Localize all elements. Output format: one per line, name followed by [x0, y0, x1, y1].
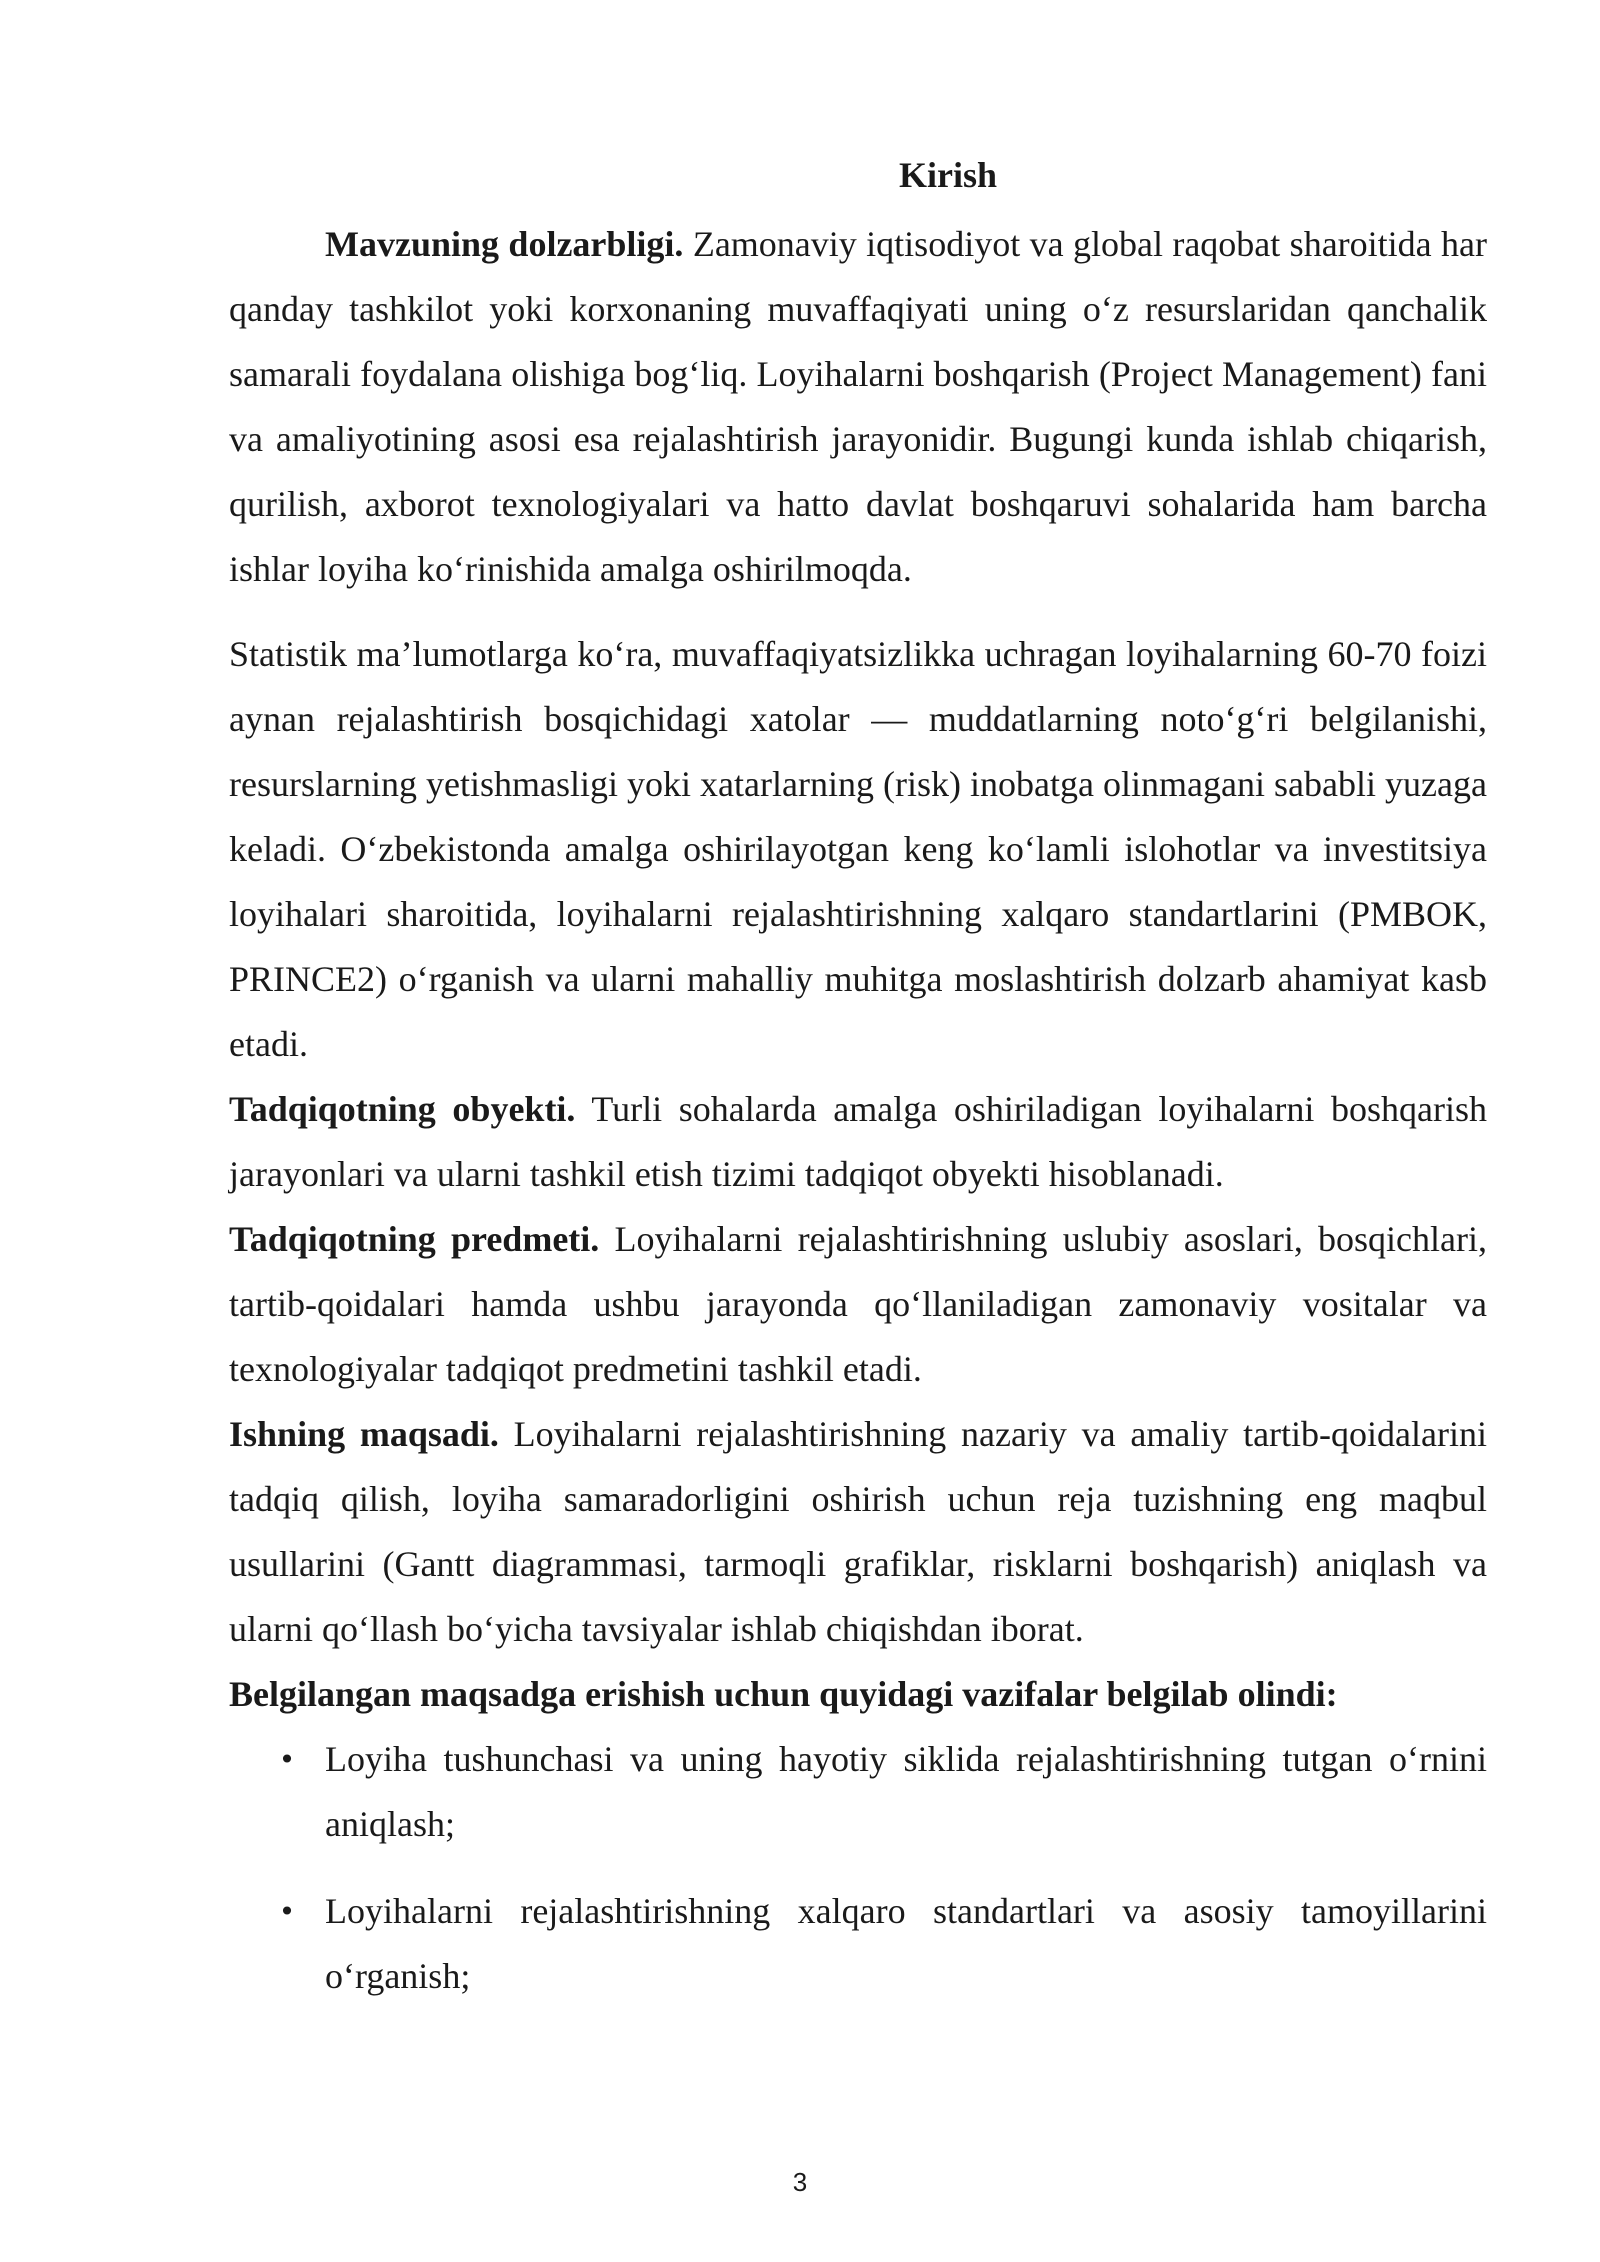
list-item: [229, 1879, 1487, 2009]
subject-text: Loyihalarni rejalashtirishning uslubiy asoslari, bosqichlari, tartib-qoidalari hamda ushbu jarayonda qo‘llaniladigan zamonaviy vositalar va texnologiyalar tadqiqot predmetini tashkil etadi.: [229, 1219, 1487, 1389]
task-text: Loyihalarni rejalashtirishning xalqaro standartlari va asosiy tamoyillarini o‘rganish;: [325, 1891, 1487, 1996]
tasks-title: Belgilangan maqsadga erishish uchun quyidagi vazifalar belgilab olindi:: [229, 1674, 1338, 1714]
tasks-list: [229, 1727, 1487, 2009]
object-label: Tadqiqotning obyekti.: [229, 1089, 576, 1129]
paragraph-object: [229, 1077, 1487, 1207]
goal-text: Loyihalarni rejalashtirishning nazariy va amaliy tartib-qoidalarini tadqiq qilish, loyiha samaradorligini oshirish uchun reja tuzishning eng maqbul usullarini (Gantt diagrammasi, tarmoqli grafiklar, risklarni boshqarish) aniqlash va ularni qo‘llash bo‘yicha tavsiyalar ishlab chiqishdan iborat.: [229, 1414, 1487, 1649]
relevance-label: Mavzuning dolzarbligi.: [325, 224, 684, 264]
paragraph-relevance: [229, 212, 1487, 602]
paragraph-statistics: Statistik ma’lumotlarga ko‘ra, muvaffaqiyatsizlikka uchragan loyihalarning 60-70 foizi aynan rejalashtirish bosqichidagi xatolar — muddatlarning noto‘g‘ri belgilanishi, resurslarning yetishmasligi yoki xatarlarning (risk) inobatga olinmagani sababli yuzaga keladi. O‘zbekistonda amalga oshirilayotgan keng ko‘lamli islohotlar va investitsiya loyihalari sharoitida, loyihalarni rejalashtirishning xalqaro standartlarini (PMBOK, PRINCE2) o‘rganish va ularni mahalliy muhitga moslashtirish dolzarb ahamiyat kasb etadi.: [229, 634, 1487, 1064]
task-text: Loyiha tushunchasi va uning hayotiy siklida rejalashtirishning tutgan o‘rnini aniqlash;: [325, 1739, 1487, 1844]
paragraph-subject: [229, 1207, 1487, 1402]
bullet-icon: •: [278, 1743, 296, 1776]
goal-label: Ishning maqsadi.: [229, 1414, 499, 1454]
document-body: [229, 148, 1487, 2031]
paragraph-goal: [229, 1402, 1487, 1662]
subject-label: Tadqiqotning predmeti.: [229, 1219, 600, 1259]
bullet-icon: •: [278, 1895, 296, 1928]
object-text: Turli sohalarda amalga oshiriladigan loyihalarni boshqarish jarayonlari va ularni tashkil etish tizimi tadqiqot obyekti hisoblanadi.: [229, 1089, 1487, 1194]
section-title: Kirish: [898, 155, 997, 195]
relevance-text: Zamonaviy iqtisodiyot va global raqobat sharoitida har qanday tashkilot yoki korxonaning muvaffaqiyati uning o‘z resurslaridan qanchalik samarali foydalana olishiga bog‘liq. Loyihalarni boshqarish (Project Management) fani va amaliyotining asosi esa rejalashtirish jarayonidir. Bugungi kunda ishlab chiqarish, qurilish, axborot texnologiyalari va hatto davlat boshqaruvi sohalarida ham barcha ishlar loyiha ko‘rinishida amalga oshirilmoqda.: [229, 224, 1488, 589]
list-item: [229, 1727, 1487, 1857]
page-number: 3: [792, 2167, 808, 2197]
